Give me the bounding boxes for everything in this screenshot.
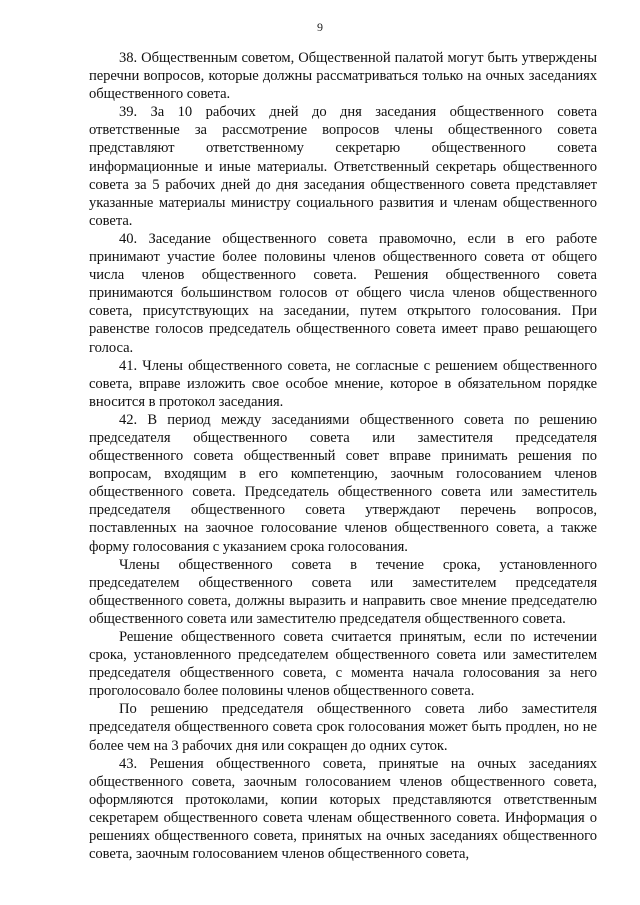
paragraph-39: 39. За 10 рабочих дней до дня заседания общественного совета ответственные за рассмотрение вопросов члены общественного совета представляют ответственному секретарю общественного совета информационные и иные материалы. Ответственный секретарь общественного совета за 5 рабочих дней до дня заседания общественного совета представляет указанные материалы министру социального развития и членам общественного совета. [89,104,597,229]
document-body [89,49,597,863]
paragraph-40: 40. Заседание общественного совета правомочно, если в его работе принимают участие более половины членов общественного совета от общего числа членов общественного совета. Решения общественного совета принимаются большинством голосов от общего числа членов общественного совета, присутствующих на заседании, путем открытого голосования. При равенстве голосов председатель общественного совета имеет право решающего голоса. [89,230,597,356]
paragraph-43: 43. Решения общественного совета, принятые на очных заседаниях общественного совета, заочным голосованием членов общественного совета, оформляются протоколами, копии которых представляются ответственным секретарем общественного совета членам общественного совета. Информация о решениях общественного совета, принятых на очных заседаниях общественного совета, заочным голосованием членов общественного совета, [89,755,597,863]
paragraph-38: 38. Общественным советом, Общественной палатой могут быть утверждены перечни вопросов, которые должны рассматриваться только на очных заседаниях общественного совета. [89,50,597,103]
paragraph-42-members: Члены общественного совета в течение срока, установленного председателем общественного совета или заместителем председателя общественного совета, должны выразить и направить свое мнение председателю общественного совета или заместителю председателя общественного совета. [89,556,597,627]
paragraph-41: 41. Члены общественного совета, не согласные с решением общественного совета, вправе изложить свое особое мнение, которое в обязательном порядке вносится в протокол заседания. [89,357,597,410]
paragraph-42-decision: Решение общественного совета считается принятым, если по истечении срока, установленного председателем общественного совета или заместителем председателя общественного совета, с момента начала голосования за него проголосовало более половины членов общественного совета. [89,629,597,700]
page-number: 9 [317,20,323,34]
paragraph-42: 42. В период между заседаниями общественного совета по решению председателя общественного совета или заместителя председателя общественного совета общественный совет вправе принимать решения по вопросам, входящим в его компетенцию, заочным голосованием членов общественного совета. Председатель общественного совета или заместитель председателя общественного совета утверждают перечень вопросов, поставленных на заочное голосование членов общественного совета, а также форму голосования с указанием срока голосования. [89,411,597,555]
paragraph-42-term: По решению председателя общественного совета либо заместителя председателя общественного совета срок голосования может быть продлен, но не более чем на 3 рабочих дня или сокращен до одних суток. [89,701,597,754]
